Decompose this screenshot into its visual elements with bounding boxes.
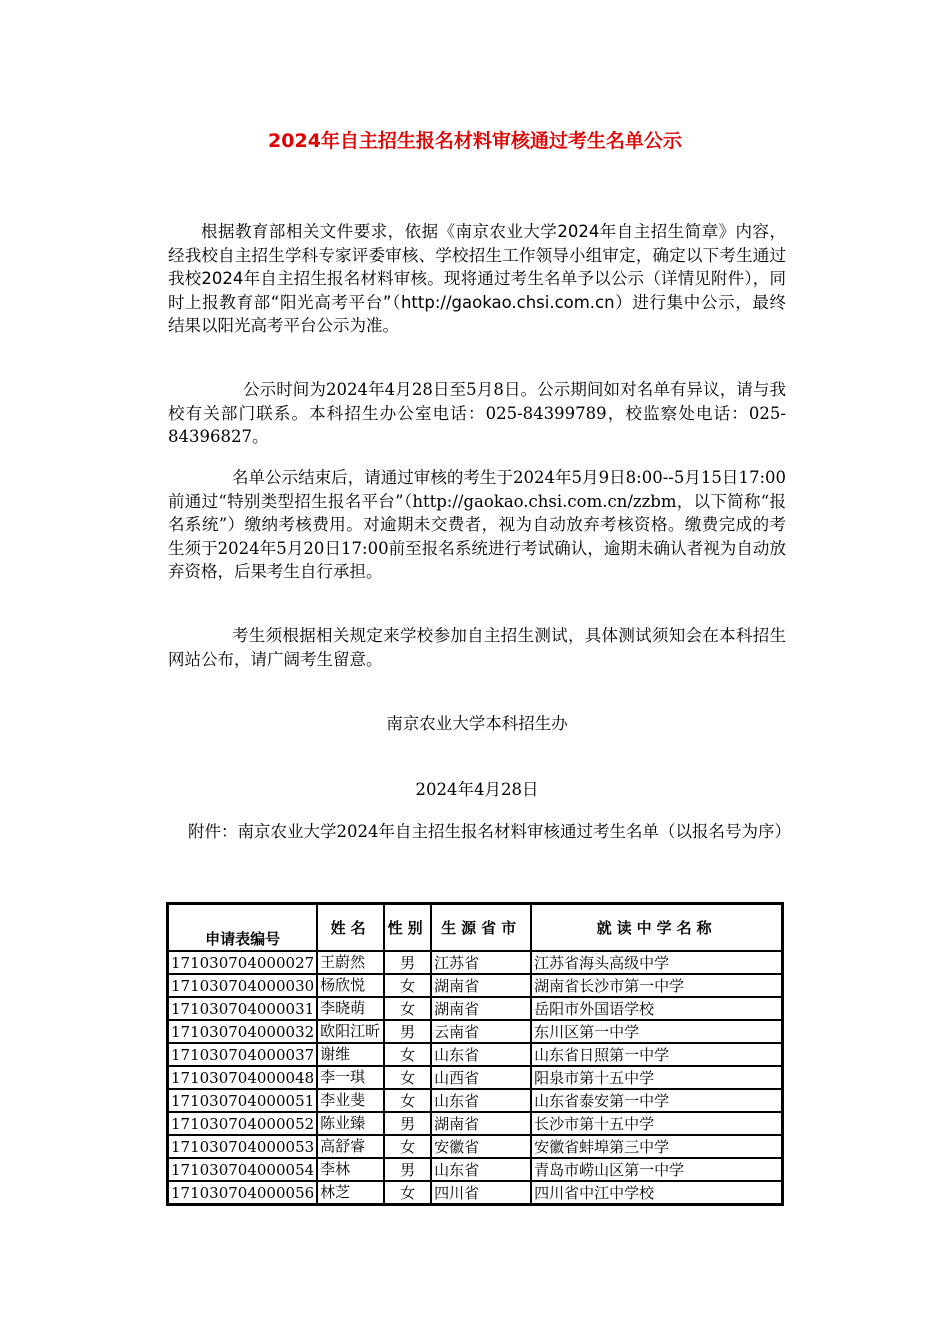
cell-gender: 女	[384, 997, 431, 1020]
cell-id: 171030704000032	[168, 1020, 317, 1043]
publish-date: 2024年4月28日	[415, 780, 539, 799]
cell-gender: 女	[384, 1066, 431, 1089]
cell-province: 安徽省	[431, 1135, 531, 1158]
cell-school: 岳阳市外国语学校	[531, 997, 782, 1020]
cell-id: 171030704000037	[168, 1043, 317, 1066]
header-name: 姓名	[317, 904, 384, 951]
cell-id: 171030704000051	[168, 1089, 317, 1112]
signature: 南京农业大学本科招生办	[386, 714, 568, 733]
paragraph-publicity-period: 公示时间为2024年4月28日至5月8日。公示期间如对名单有异议，请与我校有关部门联系。本科招生办公室电话：025-84399789，校监察处电话：025-84396827。	[168, 380, 786, 447]
cell-province: 山东省	[431, 1043, 531, 1066]
cell-name: 欧阳江昕	[317, 1020, 384, 1043]
cell-name: 李晓萌	[317, 997, 384, 1020]
cell-province: 四川省	[431, 1181, 531, 1204]
attachment-caption: 附件：南京农业大学2024年自主招生报名材料审核通过考生名单（以报名号为序）	[188, 822, 791, 841]
cell-name: 高舒睿	[317, 1135, 384, 1158]
cell-school: 长沙市第十五中学	[531, 1112, 782, 1135]
header-province: 生源省市	[431, 904, 531, 951]
header-gender: 性别	[384, 904, 431, 951]
cell-school: 湖南省长沙市第一中学	[531, 974, 782, 997]
header-school: 就读中学名称	[531, 904, 782, 951]
candidate-table	[166, 902, 784, 1206]
cell-school: 阳泉市第十五中学	[531, 1066, 782, 1089]
cell-id: 171030704000030	[168, 974, 317, 997]
cell-gender: 女	[384, 1089, 431, 1112]
cell-school: 江苏省海头高级中学	[531, 951, 782, 974]
paragraph-payment: 名单公示结束后，请通过审核的考生于2024年5月9日8:00--5月15日17:00前通过“特别类型招生报名平台”（http://gaokao.chsi.com.cn/zzbm，以下简称“报名系统”）缴纳考核费用。对逾期未交费者，视为自动放弃考核资格。缴费完成的考生须于2024年5月20日17:00前至报名系统进行考试确认，逾期未确认者视为自动放弃资格，后果考生自行承担。	[168, 468, 786, 582]
cell-id: 171030704000054	[168, 1158, 317, 1181]
table-row	[168, 951, 782, 974]
cell-gender: 男	[384, 1112, 431, 1135]
cell-name: 陈业臻	[317, 1112, 384, 1135]
cell-id: 171030704000052	[168, 1112, 317, 1135]
table-row	[168, 1135, 782, 1158]
cell-id: 171030704000053	[168, 1135, 317, 1158]
cell-name: 王蔚然	[317, 951, 384, 974]
paragraph-test-notice: 考生须根据相关规定来学校参加自主招生测试，具体测试须知会在本科招生网站公布，请广阔考生留意。	[168, 626, 786, 669]
cell-id: 171030704000031	[168, 997, 317, 1020]
table-row	[168, 974, 782, 997]
cell-gender: 女	[384, 1181, 431, 1204]
cell-province: 云南省	[431, 1020, 531, 1043]
cell-gender: 男	[384, 951, 431, 974]
cell-gender: 女	[384, 974, 431, 997]
table-row	[168, 1158, 782, 1181]
cell-name: 杨欣悦	[317, 974, 384, 997]
cell-school: 安徽省蚌埠第三中学	[531, 1135, 782, 1158]
cell-province: 山东省	[431, 1158, 531, 1181]
cell-gender: 女	[384, 1135, 431, 1158]
cell-name: 李林	[317, 1158, 384, 1181]
cell-name: 谢维	[317, 1043, 384, 1066]
cell-school: 山东省泰安第一中学	[531, 1089, 782, 1112]
table-row	[168, 1066, 782, 1089]
table-row	[168, 1112, 782, 1135]
cell-id: 171030704000056	[168, 1181, 317, 1204]
cell-gender: 女	[384, 1043, 431, 1066]
table-row	[168, 1181, 782, 1204]
table-row	[168, 1043, 782, 1066]
table-row	[168, 997, 782, 1020]
cell-name: 李业斐	[317, 1089, 384, 1112]
table-header-row	[168, 904, 782, 951]
cell-id: 171030704000027	[168, 951, 317, 974]
cell-province: 江苏省	[431, 951, 531, 974]
cell-school: 四川省中江中学校	[531, 1181, 782, 1204]
cell-gender: 男	[384, 1020, 431, 1043]
cell-gender: 男	[384, 1158, 431, 1181]
cell-name: 李一琪	[317, 1066, 384, 1089]
cell-province: 湖南省	[431, 997, 531, 1020]
paragraph-requirements: 根据教育部相关文件要求，依据《南京农业大学2024年自主招生简章》内容，经我校自主招生学科专家评委审核、学校招生工作领导小组审定，确定以下考生通过我校2024年自主招生报名材料审核。现将通过考生名单予以公示（详情见附件），同时上报教育部“阳光高考平台”（http://gaokao.chsi.com.cn）进行集中公示，最终结果以阳光高考平台公示为准。	[168, 222, 786, 336]
cell-province: 湖南省	[431, 974, 531, 997]
cell-school: 东川区第一中学	[531, 1020, 782, 1043]
cell-school: 山东省日照第一中学	[531, 1043, 782, 1066]
cell-province: 山东省	[431, 1089, 531, 1112]
table-row	[168, 1020, 782, 1043]
cell-school: 青岛市崂山区第一中学	[531, 1158, 782, 1181]
table-row	[168, 1089, 782, 1112]
page-title: 2024年自主招生报名材料审核通过考生名单公示	[268, 130, 682, 152]
cell-province: 山西省	[431, 1066, 531, 1089]
cell-province: 湖南省	[431, 1112, 531, 1135]
cell-name: 林芝	[317, 1181, 384, 1204]
cell-id: 171030704000048	[168, 1066, 317, 1089]
header-application-id: 申请表编号	[168, 904, 317, 951]
